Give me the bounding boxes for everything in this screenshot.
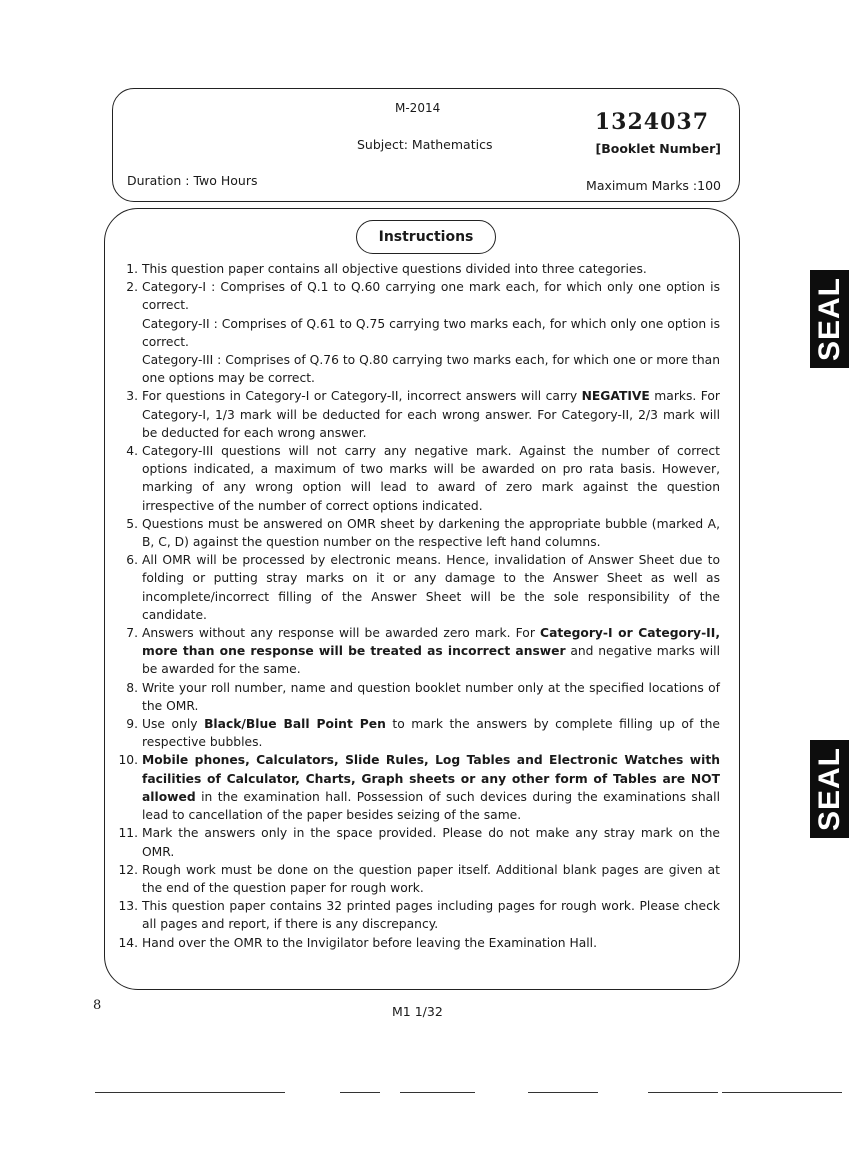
instructions-list [112,260,720,952]
list-item: 9. Use only Black/Blue Ball Point Pen to mark the answers by complete filling up of the respective bubbles. [126,717,720,750]
header-box [112,88,740,202]
list-item: 10. Mobile phones, Calculators, Slide Rules, Log Tables and Electronic Watches with facilities of Calculator, Charts, Graph sheets or any other form of Tables are NOT allowed in the examination hall. Possession of such devices during the examinations shall lead to cancellation of the paper besides seizing of the same. [118,753,720,823]
booklet-number: 1324037 [594,109,709,135]
list-item: 13. This question paper contains 32 printed pages including pages for rough work. Please check all pages and report, if there is any discrepancy. [118,899,720,932]
instructions-title: Instructions [356,220,496,254]
subject-title: Subject: Mathematics [357,137,493,152]
list-item: 2. Category-I : Comprises of Q.1 to Q.60 carrying one mark each, for which only one option is correct. Category-II : Comprises of Q.61 to Q.75 carrying two marks each, for which only one option is correct. Category-III : Comprises of Q.76 to Q.80 carrying two marks each, for which one or more than one options may be correct. [126,280,720,386]
maximum-marks: Maximum Marks :100 [586,178,721,193]
footer-rule [0,1092,849,1102]
booklet-number-label: [Booklet Number] [595,141,721,156]
list-item: 5. Questions must be answered on OMR sheet by darkening the appropriate bubble (marked A, B, C, D) against the question number on the respective left hand columns. [126,516,720,550]
list-item: 6. All OMR will be processed by electronic means. Hence, invalidation of Answer Sheet due to folding or putting stray marks on it or any damage to the Answer Sheet as well as incomplete/incorrect filling of the Answer Sheet will be the sole responsibility of the candidate. [126,553,720,622]
duration: Duration : Two Hours [127,173,258,188]
list-item: 4. Category-III questions will not carry any negative mark. Against the number of correct options indicated, a maximum of two marks will be awarded on pro rata basis. However, marking of any wrong option will lead to award of zero mark against the question irrespective of the number of correct options indicated. [126,444,720,513]
margin-mark: 8 [93,998,102,1013]
list-item: 14. Hand over the OMR to the Invigilator before leaving the Examination Hall. [118,935,597,950]
paper-code: M-2014 [395,101,441,115]
seal-stamp: SEAL [810,740,849,838]
page-number: M1 1/32 [392,1004,443,1019]
list-item: 3. For questions in Category-I or Category-II, incorrect answers will carry NEGATIVE marks. For Category-I, 1/3 mark will be deducted for each wrong answer. For Category-II, 2/3 mark will be deducted for each wrong answer. [126,389,720,440]
seal-stamp: SEAL [810,270,849,368]
list-item: 12. Rough work must be done on the question paper itself. Additional blank pages are given at the end of the question paper for rough work. [118,862,720,895]
list-item: 8. Write your roll number, name and question booklet number only at the specified locations of the OMR. [126,680,720,713]
list-item: 11. Mark the answers only in the space provided. Please do not make any stray mark on the OMR. [118,826,720,859]
list-item: 7. Answers without any response will be awarded zero mark. For Category-I or Category-II, more than one response will be treated as incorrect answer and negative marks will be awarded for the same. [126,626,720,677]
list-item: 1. This question paper contains all objective questions divided into three categories. [126,262,647,276]
